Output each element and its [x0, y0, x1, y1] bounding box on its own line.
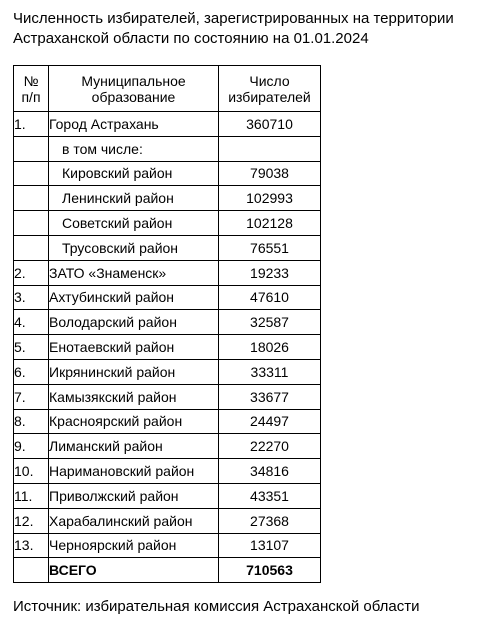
table-row [14, 186, 321, 211]
row-voter-count-cell: 19233 [219, 260, 321, 285]
row-number-cell: 1. [14, 112, 49, 137]
header-number [14, 66, 49, 112]
row-municipality-cell: Камызякский район [49, 384, 219, 409]
row-number-cell [14, 136, 49, 161]
row-voter-count-cell: 24497 [219, 409, 321, 434]
header-number-line-1: № [23, 72, 39, 89]
row-number-cell [14, 235, 49, 260]
row-number-cell: 7. [14, 384, 49, 409]
total-row [14, 558, 321, 583]
row-number-cell: 4. [14, 310, 49, 335]
row-number-cell: 11. [14, 483, 49, 508]
table-row [14, 508, 321, 533]
table-row [14, 260, 321, 285]
header-voter-count-line-1: Число [249, 72, 290, 89]
source-note: Источник: избирательная комиссия Астраханской области [13, 598, 420, 615]
header-number-line-2: п/п [21, 88, 41, 105]
table-row [14, 409, 321, 434]
total-label-cell: ВСЕГО [49, 558, 219, 583]
table-row [14, 459, 321, 484]
table-row [14, 483, 321, 508]
table-row [14, 161, 321, 186]
row-voter-count-cell: 13107 [219, 533, 321, 558]
row-number-cell [14, 186, 49, 211]
row-municipality-cell: Трусовский район [49, 235, 219, 260]
table-row [14, 335, 321, 360]
row-voter-count-cell: 33677 [219, 384, 321, 409]
row-municipality-cell: Советский район [49, 211, 219, 236]
row-voter-count-cell: 360710 [219, 112, 321, 137]
row-voter-count-cell: 102128 [219, 211, 321, 236]
table-row [14, 285, 321, 310]
row-municipality-cell: Харабалинский район [49, 508, 219, 533]
table-row [14, 434, 321, 459]
row-number-cell: 3. [14, 285, 49, 310]
row-municipality-cell: Черноярский район [49, 533, 219, 558]
table-row [14, 310, 321, 335]
row-municipality-cell: Володарский район [49, 310, 219, 335]
row-number-cell: 6. [14, 359, 49, 384]
table-row [14, 359, 321, 384]
row-municipality-cell: Икрянинский район [49, 359, 219, 384]
row-voter-count-cell: 43351 [219, 483, 321, 508]
row-municipality-cell: Красноярский район [49, 409, 219, 434]
caption-line-1: Численность избирателей, зарегистрированных на территории [13, 10, 454, 27]
table-row [14, 211, 321, 236]
voters-table [13, 65, 321, 583]
header-voter-count-line-2: избирателей [228, 88, 311, 105]
header-voter-count [219, 66, 321, 112]
row-number-cell: 8. [14, 409, 49, 434]
table-row [14, 235, 321, 260]
row-number-cell: 13. [14, 533, 49, 558]
table-body [14, 112, 321, 558]
table-row [14, 384, 321, 409]
row-voter-count-cell: 102993 [219, 186, 321, 211]
table-row [14, 533, 321, 558]
row-number-cell: 9. [14, 434, 49, 459]
caption-line-2: Астраханской области по состоянию на 01.01.2024 [13, 30, 369, 47]
row-voter-count-cell: 76551 [219, 235, 321, 260]
row-voter-count-cell: 27368 [219, 508, 321, 533]
header-municipality [49, 66, 219, 112]
row-municipality-cell: Приволжский район [49, 483, 219, 508]
row-number-cell [14, 161, 49, 186]
row-voter-count-cell: 33311 [219, 359, 321, 384]
row-number-cell: 5. [14, 335, 49, 360]
header-municipality-line-1: Муниципальное [81, 72, 186, 89]
row-municipality-cell: Ленинский район [49, 186, 219, 211]
row-voter-count-cell: 34816 [219, 459, 321, 484]
row-municipality-cell: Наримановский район [49, 459, 219, 484]
row-municipality-cell: Лиманский район [49, 434, 219, 459]
row-municipality-cell: ЗАТО «Знаменск» [49, 260, 219, 285]
table-header-row [14, 66, 321, 112]
row-municipality-cell: Ахтубинский район [49, 285, 219, 310]
row-voter-count-cell: 47610 [219, 285, 321, 310]
document-caption [13, 9, 499, 49]
row-number-cell: 2. [14, 260, 49, 285]
row-voter-count-cell: 32587 [219, 310, 321, 335]
header-municipality-line-2: образование [91, 88, 176, 105]
row-voter-count-cell: 22270 [219, 434, 321, 459]
table-row [14, 112, 321, 137]
row-municipality-cell: Кировский район [49, 161, 219, 186]
row-municipality-cell: Город Астрахань [49, 112, 219, 137]
row-voter-count-cell: 79038 [219, 161, 321, 186]
row-voter-count-cell [219, 136, 321, 161]
table-row [14, 136, 321, 161]
row-voter-count-cell: 18026 [219, 335, 321, 360]
total-number-cell [14, 558, 49, 583]
total-count-cell: 710563 [219, 558, 321, 583]
row-number-cell: 10. [14, 459, 49, 484]
row-number-cell: 12. [14, 508, 49, 533]
row-municipality-cell: в том числе: [49, 136, 219, 161]
row-number-cell [14, 211, 49, 236]
row-municipality-cell: Енотаевский район [49, 335, 219, 360]
